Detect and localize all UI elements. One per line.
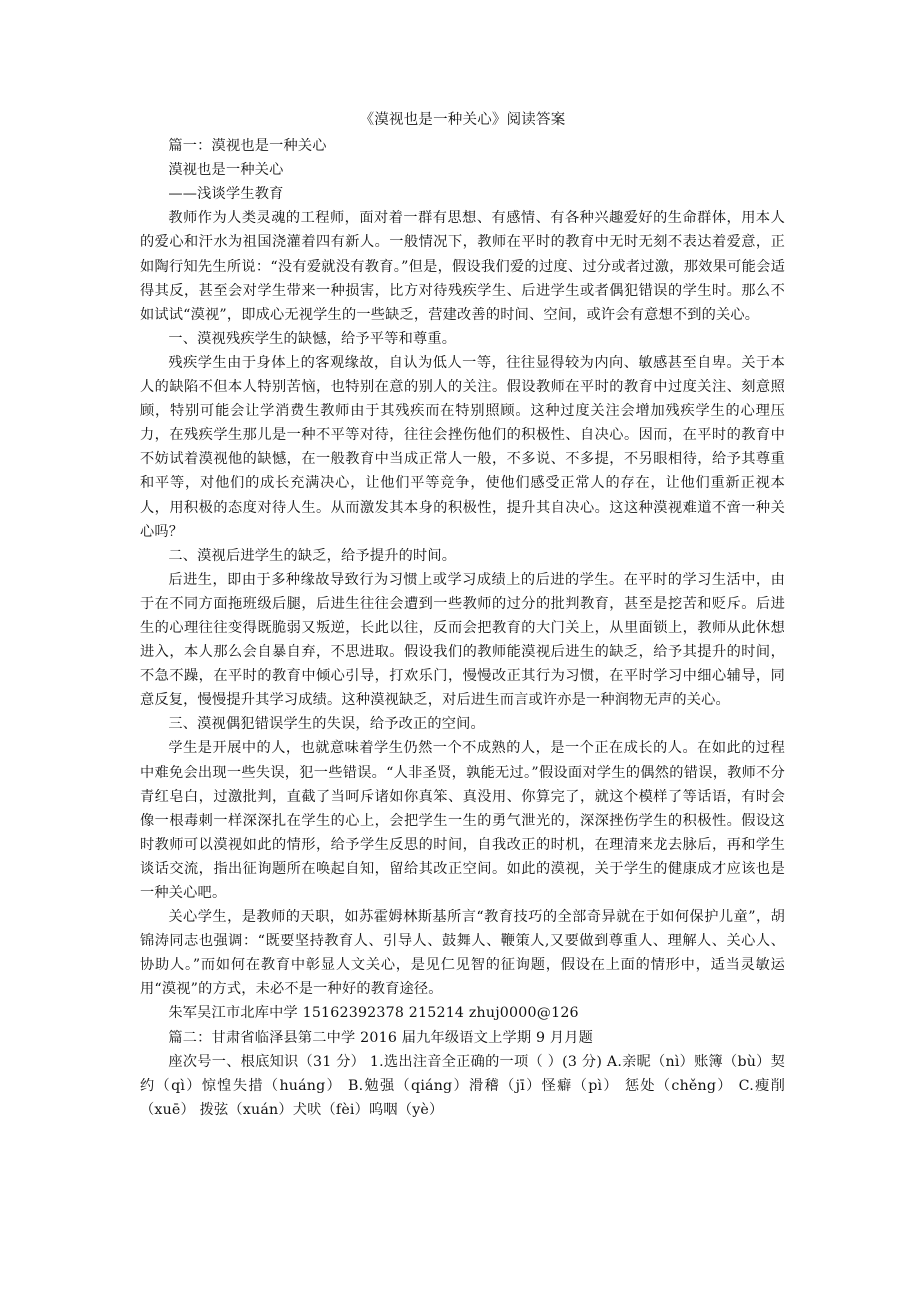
author-line: 朱军吴江市北库中学 15162392378 215214 zhuj0000@126 (168, 1005, 579, 1022)
paragraph-point-two: 后进生，即由于多种缘故导致行为习惯上或学习成绩上的后进的学生。在平时的学习生活中，由于在不同方面拖班级后腿，后进生往往会遭到一些教师的过分的批判教育，甚至是挖苦和贬斥。后进生的心理往往变得既脆弱又叛逆，长此以往，反而会把教育的大门关上，从里面锁上，教师从此休想进入，本人那么会自暴自弃，不思进取。假设我们的教师能漠视后进生的缺乏，给予其提升的时间，不急不躁，在平时的教育中倾心引导，打欢乐门，慢慢改正其行为习惯，在平时学习中细心辅导，同意反复，慢慢提升其学习成绩。这种漠视缺乏，对后进生而言或许亦是一种润物无声的关心。 (140, 571, 785, 709)
paragraph-conclusion: 关心学生，是教师的天职，如苏霍姆林斯基所言“教育技巧的全部奇异就在于如何保护儿童”，胡锦涛同志也强调：“既要坚持教育人、引导人、鼓舞人、鞭策人,又要做到尊重人、理解人、关心人、协助人。”而如何在教育中彰显人文关心，是见仁见智的征询题，假设在上面的情形中，适当灵敏运用“漠视”的方式，未必不是一种好的教育途径。 (140, 909, 785, 998)
exam-question-text: 座次号一、根底知识（31 分） 1.选出注音全正确的一项（ ）(3 分) A.亲昵（nì）账簿（bù）契约（qì）惊惶失措（huáng） B.勉强（qiáng）滑稽（jī）怪癖（pì） 惩处（chěng） C.瘦削（xuē） 拨弦（xuán）犬吠（fèi）呜咽（yè） (140, 1053, 785, 1118)
paragraph-point-one: 残疾学生由于身体上的客观缘故，自认为低人一等，往往显得较为内向、敏感甚至自卑。关于本人的缺陷不但本人特别苦恼，也特别在意的别人的关注。假设教师在平时的教育中过度关注、刻意照顾，特别可能会让学消费生教师由于其残疾而在特别照顾。这种过度关注会增加残疾学生的心理压力，在残疾学生那儿是一种不平等对待，往往会挫伤他们的积极性、自决心。因而，在平时的教育中不妨试着漠视他的缺憾，在一般教育中当成正常人一般，不多说、不多提，不另眼相待，给予其尊重和平等，对他们的成长充满决心，让他们平等竞争，使他们感受正常人的存在，让他们重新正视本人，用积极的态度对待人生。从而激发其本身的积极性，提升其自决心。这这种漠视难道不啻一种关心吗？ (140, 354, 785, 540)
document-title: 《漠视也是一种关心》阅读答案 (359, 112, 566, 128)
heading-point-two: 二、漠视后进学生的缺乏，给予提升的时间。 (168, 547, 457, 564)
heading-point-three: 三、漠视偶犯错误学生的失误，给予改正的空间。 (168, 716, 485, 733)
paragraph-point-three: 学生是开展中的人，也就意味着学生仍然一个不成熟的人，是一个正在成长的人。在如此的过程中难免会出现一些失误，犯一些错误。“人非圣贤，孰能无过。”假设面对学生的偶然的错误，教师不分青红皂白，过激批判，直截了当呵斥诸如你真笨、真没用、你算完了，就这个模样了等话语，有时会像一根毒刺一样深深扎在学生的心上，会把学生一生的勇气泄光的，深深挫伤学生的积极性。假设这时教师可以漠视如此的情形，给予学生反思的时间，自我改正的时机，在理清来龙去脉后，再和学生谈话交流，指出征询题所在唤起自知，留给其改正空间。如此的漠视，关于学生的健康成才应该也是一种关心吧。 (140, 740, 785, 901)
article-title: 漠视也是一种关心 (168, 162, 284, 179)
article-subtitle: ——浅谈学生教育 (168, 186, 284, 203)
paragraph-intro: 教师作为人类灵魂的工程师，面对着一群有思想、有感情、有各种兴趣爱好的生命群体，用本人的爱心和汗水为祖国浇灌着四有新人。一般情况下，教师在平时的教育中无时无刻不表达着爱意，正如陶行知先生所说：“没有爱就没有教育。”但是，假设我们爱的过度、过分或者过激，那效果可能会适得其反，甚至会对学生带来一种损害，比方对待残疾学生、后进学生或者偶犯错误的学生时。那么不如试试“漠视”，即成心无视学生的一些缺乏，营建改善的时间、空间，或许会有意想不到的关心。 (140, 210, 785, 323)
heading-point-one: 一、漠视残疾学生的缺憾，给予平等和尊重。 (168, 330, 457, 347)
section-heading-part-two: 篇二：甘肃省临泽县第二中学 2016 届九年级语文上学期 9 月月题 (168, 1029, 594, 1046)
section-heading-part-one: 篇一：漠视也是一种关心 (168, 138, 327, 155)
document-page (140, 108, 785, 1122)
